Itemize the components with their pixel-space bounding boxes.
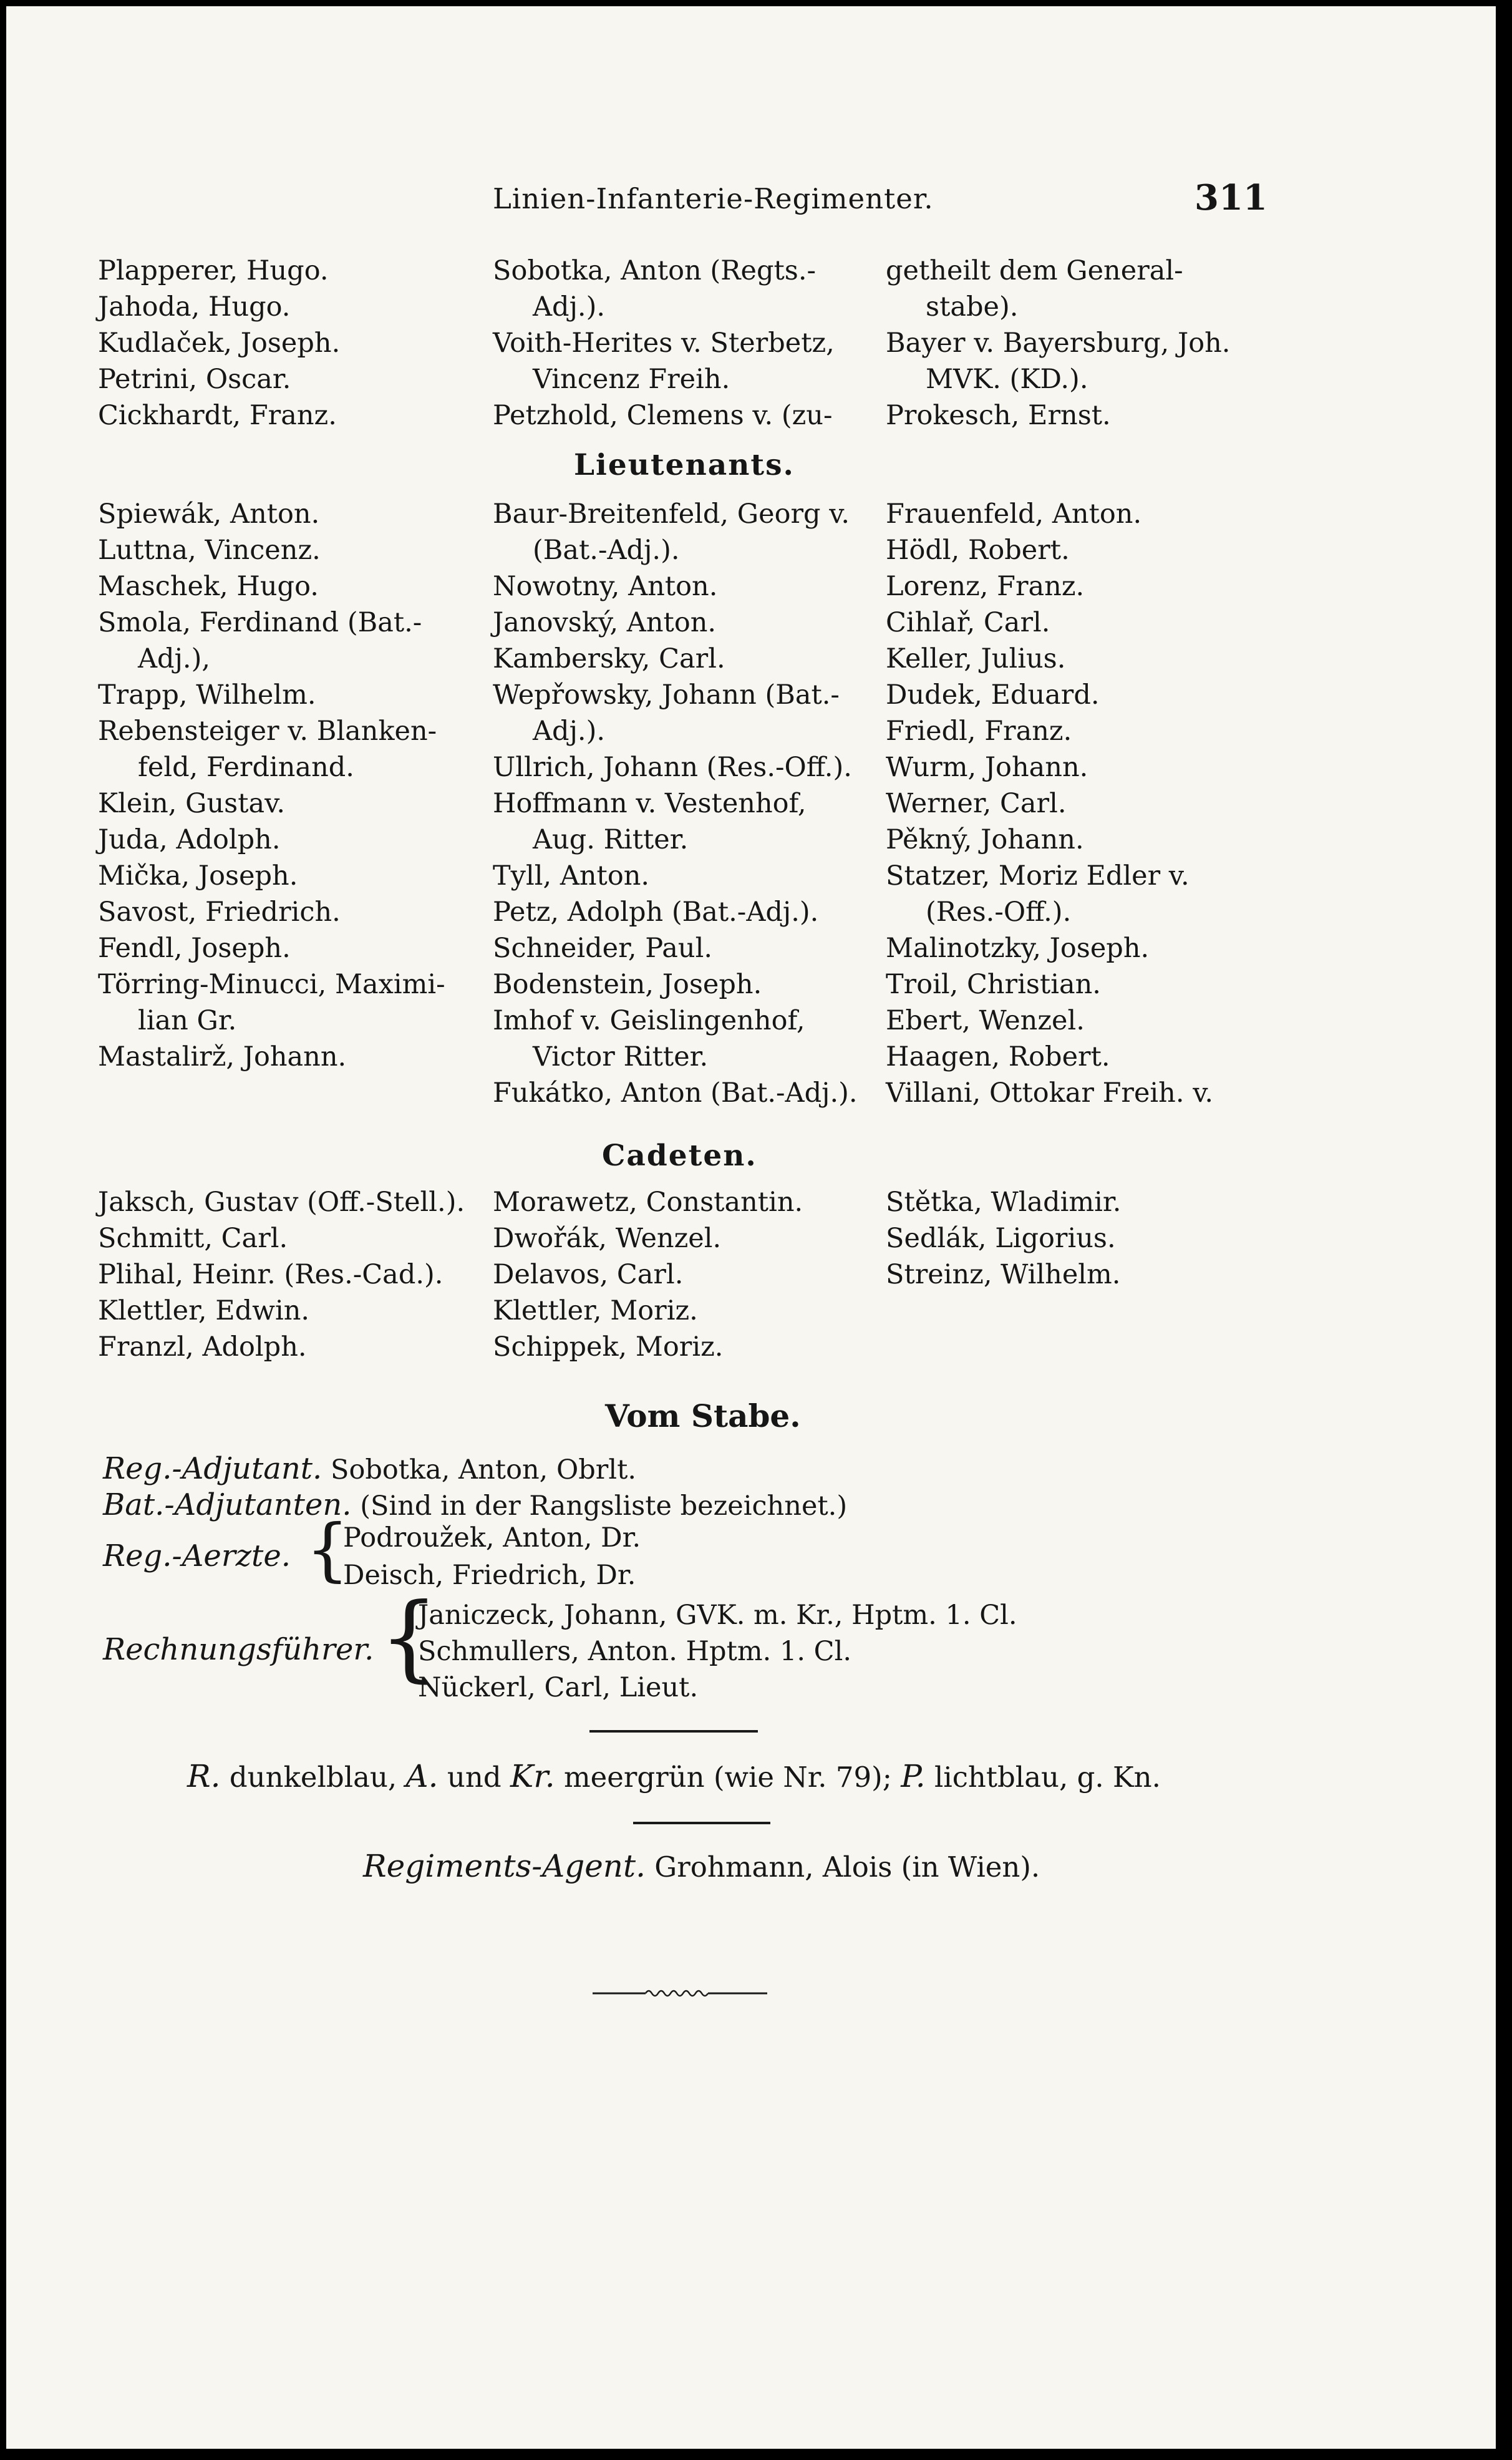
abbr: Kr. xyxy=(510,1758,555,1794)
list-item: Hoffmann v. Vestenhof, Aug. Ritter. xyxy=(493,788,807,855)
staff-name: Schmullers, Anton. Hptm. 1. Cl. xyxy=(418,1636,851,1667)
lieutenants-left-column xyxy=(98,496,466,1075)
divider-rule xyxy=(633,1822,770,1824)
staff-aerzte-label xyxy=(103,1539,291,1573)
cadets-mid-column xyxy=(493,1184,867,1365)
list-item: Prokesch, Ernst. xyxy=(886,400,1111,431)
list-item: Mastalirž, Johann. xyxy=(98,1041,347,1072)
ornamental-wavy-rule xyxy=(593,1984,767,2003)
list-item: Jahoda, Hugo. xyxy=(98,291,291,323)
page-number: 311 xyxy=(1195,177,1267,218)
section-heading-cadets: Cadeten. xyxy=(602,1139,757,1173)
lieutenants-mid-column xyxy=(493,496,867,1111)
list-item: Maschek, Hugo. xyxy=(98,571,319,602)
agent-name: Grohmann, Alois (in Wien). xyxy=(654,1850,1040,1884)
list-item: Franzl, Adolph. xyxy=(98,1331,307,1363)
staff-name: Nückerl, Carl, Lieut. xyxy=(418,1672,699,1703)
staff-rechnung-label xyxy=(103,1632,374,1667)
abbr: R. xyxy=(187,1758,221,1794)
list-item: Klein, Gustav. xyxy=(98,788,285,819)
staff-name: Janiczeck, Johann, GVK. m. Kr., Hptm. 1. Cl. xyxy=(418,1600,1017,1631)
list-item: Sobotka, Anton (Regts.-Adj.). xyxy=(493,255,817,323)
list-item: Trapp, Wilhelm. xyxy=(98,679,316,711)
list-item: Morawetz, Constantin. xyxy=(493,1187,803,1218)
list-item: Keller, Julius. xyxy=(886,643,1066,674)
list-item: Statzer, Moriz Edler v. (Res.-Off.). xyxy=(886,860,1190,928)
list-item: Mička, Joseph. xyxy=(98,860,298,892)
list-item: Spiewák, Anton. xyxy=(98,498,320,530)
role-label: Reg.-Adjutant. xyxy=(103,1451,322,1486)
list-item: Villani, Ottokar Freih. v. xyxy=(886,1077,1214,1109)
list-item: Jaksch, Gustav (Off.-Stell.). xyxy=(98,1187,465,1218)
list-item: Schippek, Moriz. xyxy=(493,1331,724,1363)
staff-note: (Sind in der Rangsliste bezeichnet.) xyxy=(360,1490,848,1522)
uniform-colors-line xyxy=(187,1758,1161,1794)
color-text: meergrün (wie Nr. 79); xyxy=(563,1761,892,1794)
conjunction: und xyxy=(447,1761,502,1794)
list-item: Dudek, Eduard. xyxy=(886,679,1100,711)
regiment-agent-line xyxy=(363,1848,1040,1884)
list-item: Bodenstein, Joseph. xyxy=(493,969,762,1000)
role-label: Reg.-Aerzte. xyxy=(103,1539,291,1573)
list-item: Schneider, Paul. xyxy=(493,933,713,964)
list-item: Törring-Minucci, Maximi-lian Gr. xyxy=(98,969,445,1036)
list-item: Sedlák, Ligorius. xyxy=(886,1223,1116,1254)
list-item: Kambersky, Carl. xyxy=(493,643,725,674)
list-item: getheilt dem General-stabe). xyxy=(886,255,1183,323)
list-item: Haagen, Robert. xyxy=(886,1041,1110,1072)
list-item: Petz, Adolph (Bat.-Adj.). xyxy=(493,897,819,928)
block1-mid-column xyxy=(493,253,867,434)
list-item: Savost, Friedrich. xyxy=(98,897,341,928)
list-item: Dwořák, Wenzel. xyxy=(493,1223,722,1254)
list-item: Troil, Christian. xyxy=(886,969,1101,1000)
list-item: Friedl, Franz. xyxy=(886,716,1072,747)
section-heading-lieutenants: Lieutenants. xyxy=(574,448,795,482)
section-heading-staff: Vom Stabe. xyxy=(605,1398,801,1434)
list-item: Imhof v. Geislingenhof, Victor Ritter. xyxy=(493,1005,805,1072)
document-page xyxy=(6,6,1496,2449)
list-item: Plihal, Heinr. (Res.-Cad.). xyxy=(98,1259,443,1290)
list-item: Hödl, Robert. xyxy=(886,535,1070,566)
list-item: Wepřowsky, Johann (Bat.-Adj.). xyxy=(493,679,840,747)
list-item: Voith-Herites v. Sterbetz, Vincenz Freih. xyxy=(493,328,835,395)
list-item: Janovský, Anton. xyxy=(493,607,717,638)
staff-name: Podroužek, Anton, Dr. xyxy=(343,1522,641,1553)
staff-reg-adjutant xyxy=(103,1451,636,1486)
list-item: Kudlaček, Joseph. xyxy=(98,328,341,359)
list-item: Rebensteiger v. Blanken-feld, Ferdinand. xyxy=(98,716,437,783)
role-label: Regiments-Agent. xyxy=(363,1848,646,1884)
list-item: Frauenfeld, Anton. xyxy=(886,498,1142,530)
list-item: Ullrich, Johann (Res.-Off.). xyxy=(493,752,852,783)
role-label: Rechnungsführer. xyxy=(103,1632,374,1667)
color-text: lichtblau, g. Kn. xyxy=(934,1761,1161,1794)
staff-name: Deisch, Friedrich, Dr. xyxy=(343,1560,636,1591)
list-item: Wurm, Johann. xyxy=(886,752,1088,783)
list-item: Juda, Adolph. xyxy=(98,824,281,855)
block1-left-column xyxy=(98,253,466,434)
list-item: Nowotny, Anton. xyxy=(493,571,718,602)
list-item: Klettler, Moriz. xyxy=(493,1295,698,1326)
staff-bat-adjutanten xyxy=(103,1487,847,1522)
list-item: Schmitt, Carl. xyxy=(98,1223,288,1254)
role-label: Bat.-Adjutanten. xyxy=(103,1487,352,1522)
cadets-left-column xyxy=(98,1184,466,1365)
list-item: Cihlař, Carl. xyxy=(886,607,1050,638)
block1-right-column xyxy=(886,253,1260,434)
cadets-right-column xyxy=(886,1184,1260,1293)
list-item: Cickhardt, Franz. xyxy=(98,400,337,431)
list-item: Streinz, Wilhelm. xyxy=(886,1259,1121,1290)
list-item: Lorenz, Franz. xyxy=(886,571,1085,602)
list-item: Delavos, Carl. xyxy=(493,1259,684,1290)
brace-symbol: { xyxy=(306,1509,349,1589)
running-header: Linien-Infanterie-Regimenter. xyxy=(493,182,934,215)
list-item: Bayer v. Bayersburg, Joh. MVK. (KD.). xyxy=(886,328,1231,395)
list-item: Tyll, Anton. xyxy=(493,860,650,892)
list-item: Petzhold, Clemens v. (zu- xyxy=(493,400,833,431)
list-item: Fendl, Joseph. xyxy=(98,933,291,964)
abbr: A. xyxy=(405,1758,439,1794)
staff-name: Sobotka, Anton, Obrlt. xyxy=(330,1454,637,1485)
brace-symbol: { xyxy=(379,1583,439,1692)
color-text: dunkelblau, xyxy=(229,1761,397,1794)
list-item: Luttna, Vincenz. xyxy=(98,535,321,566)
list-item: Stětka, Wladimir. xyxy=(886,1187,1122,1218)
list-item: Ebert, Wenzel. xyxy=(886,1005,1085,1036)
list-item: Pěkný, Johann. xyxy=(886,824,1084,855)
divider-rule xyxy=(589,1730,758,1733)
list-item: Werner, Carl. xyxy=(886,788,1067,819)
list-item: Malinotzky, Joseph. xyxy=(886,933,1150,964)
list-item: Baur-Breitenfeld, Georg v. (Bat.-Adj.). xyxy=(493,498,850,566)
list-item: Fukátko, Anton (Bat.-Adj.). xyxy=(493,1077,858,1109)
list-item: Petrini, Oscar. xyxy=(98,364,291,395)
abbr: P. xyxy=(901,1758,926,1794)
list-item: Klettler, Edwin. xyxy=(98,1295,310,1326)
list-item: Plapperer, Hugo. xyxy=(98,255,329,286)
list-item: Smola, Ferdinand (Bat.-Adj.), xyxy=(98,607,422,674)
lieutenants-right-column xyxy=(886,496,1260,1111)
